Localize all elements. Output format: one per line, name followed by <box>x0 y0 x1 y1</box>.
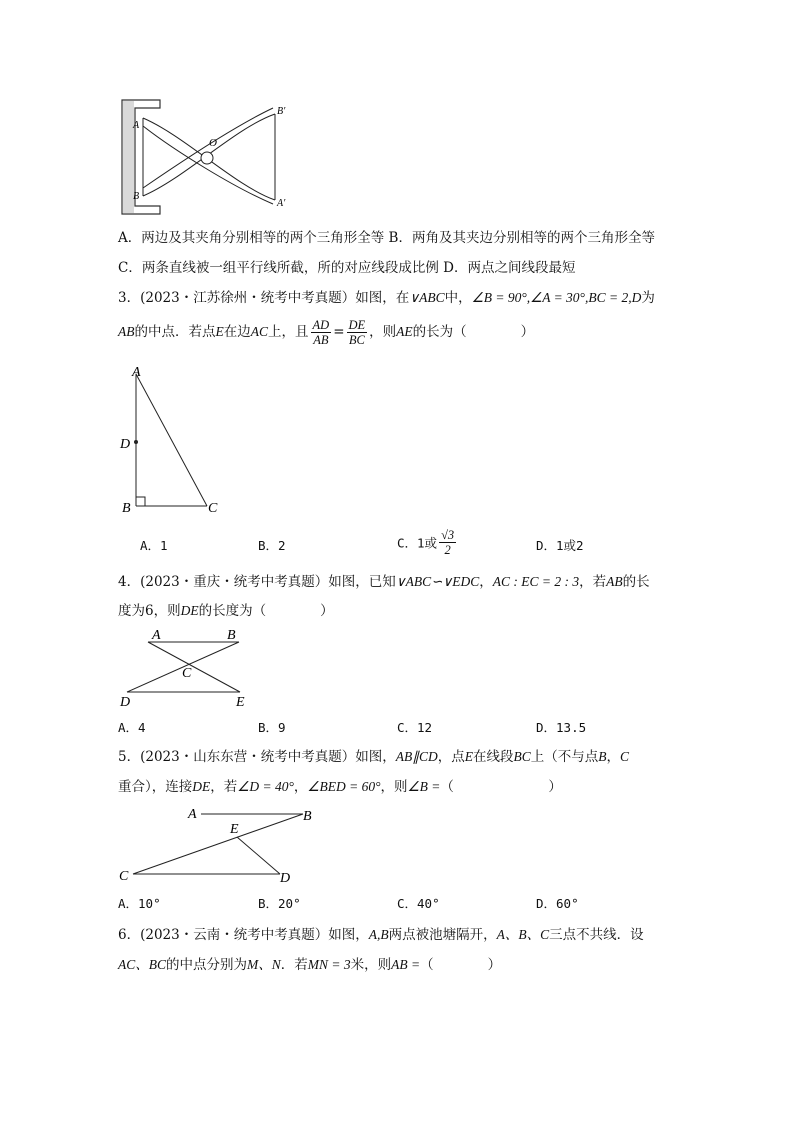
q5-figure <box>115 800 312 886</box>
q3-label-a: A <box>132 365 141 380</box>
q4-option-b: B．9 <box>258 720 286 735</box>
q2-options-ab: A．两边及其夹角分别相等的两个三角形全等 B．两角及其夹边分别相等的两个三角形全等 <box>118 230 655 246</box>
q3-option-b: B．2 <box>258 538 286 553</box>
q3-label-d: D <box>120 437 131 452</box>
q4-label-c: C <box>182 666 192 681</box>
q5-label-c: C <box>119 869 129 884</box>
q2-label-o: O <box>209 137 217 149</box>
q2-figure <box>115 96 295 220</box>
q4-label-d: D <box>120 695 131 710</box>
q3-label-c: C <box>208 501 218 516</box>
q3-question-line2: AB的中点．若点E在边AC上，且 $\frac{AD}{AB}$ = $\frac{DE}{BC}$ ，则AE的长为（ ） <box>118 318 535 347</box>
q3-option-d: D．1或2 <box>536 538 584 553</box>
q2-label-a-prime: A′ <box>277 198 286 209</box>
q3-label-b: B <box>122 501 131 516</box>
q5-option-a: A．10° <box>118 896 161 911</box>
q5-label-a: A <box>188 807 197 822</box>
q6-question-line1: 6．(2023・云南・统考中考真题）如图，A,B两点被池塘隔开，A、B、C三点不共线．设 <box>118 927 644 943</box>
q4-label-a: A <box>152 628 161 643</box>
q4-option-c: C．12 <box>397 720 433 735</box>
q2-label-b: B <box>133 191 140 202</box>
q4-label-e: E <box>236 695 245 710</box>
q4-question-line2: 度为6，则DE的长度为（ ） <box>118 603 334 619</box>
q3-fraction-ad-ab: $\frac{AD}{AB}$ <box>312 318 330 347</box>
q6-question-line2: AC、BC的中点分别为M、N．若MN = 3米，则AB =（ ） <box>118 957 502 973</box>
q5-option-b: B．20° <box>258 896 301 911</box>
q4-question-line1: 4．(2023・重庆・统考中考真题）如图，已知∨ABC∽∨EDC，AC : EC = 2 : 3，若AB的长 <box>118 574 650 590</box>
q5-label-b: B <box>303 809 312 824</box>
q3-fraction-de-bc: $\frac{DE}{BC}$ <box>348 318 366 347</box>
q4-figure <box>115 624 265 712</box>
q3-option-c: C．1或 $\frac{√3}{2}$ <box>397 528 455 557</box>
q5-question-line2: 重合），连接DE，若∠D = 40°，∠BED = 60°，则∠B =（ ） <box>118 779 562 795</box>
q3-option-a: A．1 <box>140 538 168 553</box>
q4-label-b: B <box>227 628 236 643</box>
q5-label-e: E <box>230 822 239 837</box>
q5-question-line1: 5．(2023・山东东营・统考中考真题）如图，AB∥CD，点E在线段BC上（不与点B，C <box>118 749 629 765</box>
q5-label-d: D <box>280 871 291 886</box>
q4-option-a: A．4 <box>118 720 146 735</box>
q5-option-c: C．40° <box>397 896 440 911</box>
q2-label-a: A <box>133 120 140 131</box>
q2-options-cd: C．两条直线被一组平行线所截，所的对应线段成比例 D．两点之间线段最短 <box>118 260 576 276</box>
q3-figure <box>115 362 230 517</box>
q5-option-d: D．60° <box>536 896 579 911</box>
q4-option-d: D．13.5 <box>536 720 587 735</box>
q3-question-line1: 3．(2023・江苏徐州・统考中考真题）如图，在∨ABC中，∠B = 90°,∠A = 30°,BC = 2,D为 <box>118 290 655 306</box>
q2-label-b-prime: B′ <box>277 106 286 117</box>
